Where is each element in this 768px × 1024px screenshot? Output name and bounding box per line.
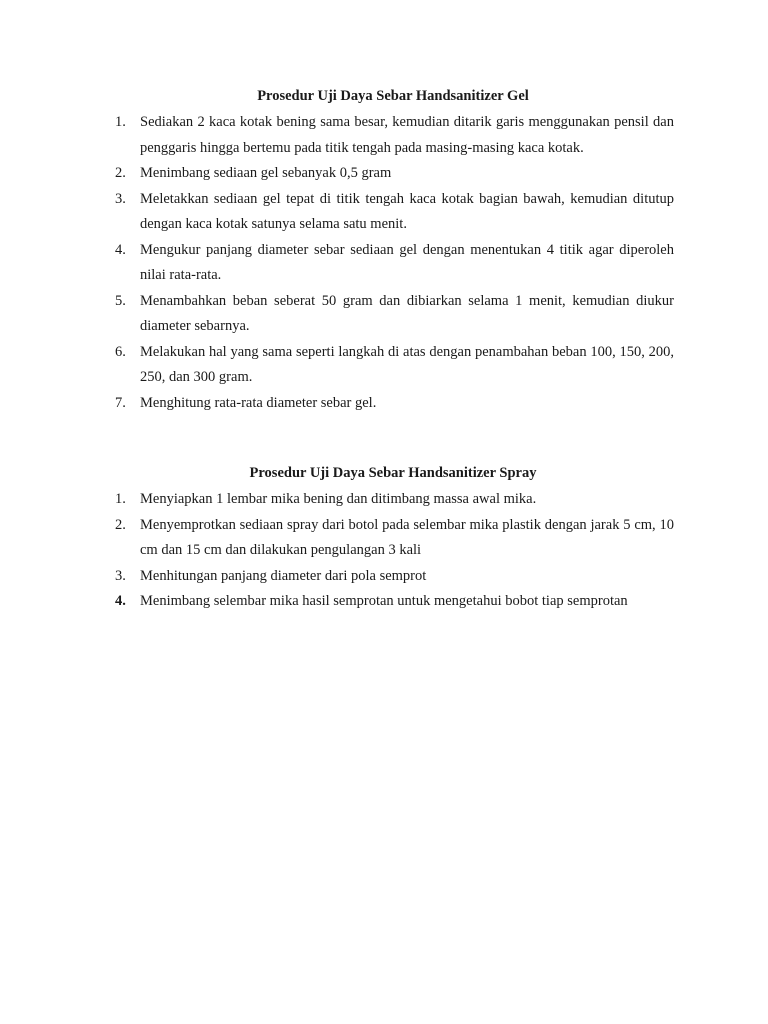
step-text: Menhitungan panjang diameter dari pola semprot xyxy=(140,567,427,584)
step-number: 7. xyxy=(115,394,126,411)
step-number: 2. xyxy=(115,165,126,181)
list-item xyxy=(112,161,674,187)
list-item xyxy=(112,238,674,289)
step-number: 4. xyxy=(115,241,126,258)
step-number: 2. xyxy=(115,516,126,533)
step-text: Menyemprotkan sediaan spray dari botol pada selembar mika plastik dengan jarak 5 cm, 10 cm dan 15 cm dan dilakukan pengulangan 3 kali xyxy=(140,516,674,558)
step-text: Meletakkan sediaan gel tepat di titik tengah kaca kotak bagian bawah, kemudian ditutup dengan kaca kotak satunya selama satu menit. xyxy=(140,190,674,232)
list-item xyxy=(112,589,674,615)
spray-procedure-title: Prosedur Uji Daya Sebar Handsanitizer Spray xyxy=(249,465,537,481)
step-number: 3. xyxy=(115,567,126,584)
list-item xyxy=(112,289,674,340)
step-number: 3. xyxy=(115,190,126,207)
step-number: 6. xyxy=(115,343,126,360)
list-item xyxy=(112,487,674,513)
step-text: Menimbang selembar mika hasil semprotan untuk mengetahui bobot tiap semprotan xyxy=(140,593,628,609)
step-text: Melakukan hal yang sama seperti langkah di atas dengan penambahan beban 100, 150, 200, 250, dan 300 gram. xyxy=(140,343,674,385)
list-item xyxy=(112,564,674,590)
spray-steps-list xyxy=(112,487,674,615)
spray-procedure-section xyxy=(112,463,674,615)
list-item xyxy=(112,110,674,161)
step-number: 5. xyxy=(115,292,126,309)
step-text: Menyiapkan 1 lembar mika bening dan ditimbang massa awal mika. xyxy=(140,491,537,507)
step-text: Mengukur panjang diameter sebar sediaan gel dengan menentukan 4 titik agar diperoleh nilai rata-rata. xyxy=(140,241,674,283)
list-item xyxy=(112,340,674,391)
step-number: 1. xyxy=(115,491,126,507)
step-number: 4. xyxy=(115,593,126,609)
list-item xyxy=(112,391,674,417)
step-number: 1. xyxy=(115,114,126,130)
list-item xyxy=(112,513,674,564)
step-text: Menimbang sediaan gel sebanyak 0,5 gram xyxy=(140,165,392,181)
gel-steps-list xyxy=(112,110,674,416)
gel-procedure-section xyxy=(112,86,674,416)
list-item xyxy=(112,187,674,238)
step-text: Menghitung rata-rata diameter sebar gel. xyxy=(140,394,377,411)
step-text: Menambahkan beban seberat 50 gram dan dibiarkan selama 1 menit, kemudian diukur diameter sebarnya. xyxy=(140,292,674,334)
step-text: Sediakan 2 kaca kotak bening sama besar, kemudian ditarik garis menggunakan pensil dan penggaris hingga bertemu pada titik tengah pada masing-masing kaca kotak. xyxy=(140,114,674,156)
gel-procedure-title: Prosedur Uji Daya Sebar Handsanitizer Gel xyxy=(257,88,529,104)
